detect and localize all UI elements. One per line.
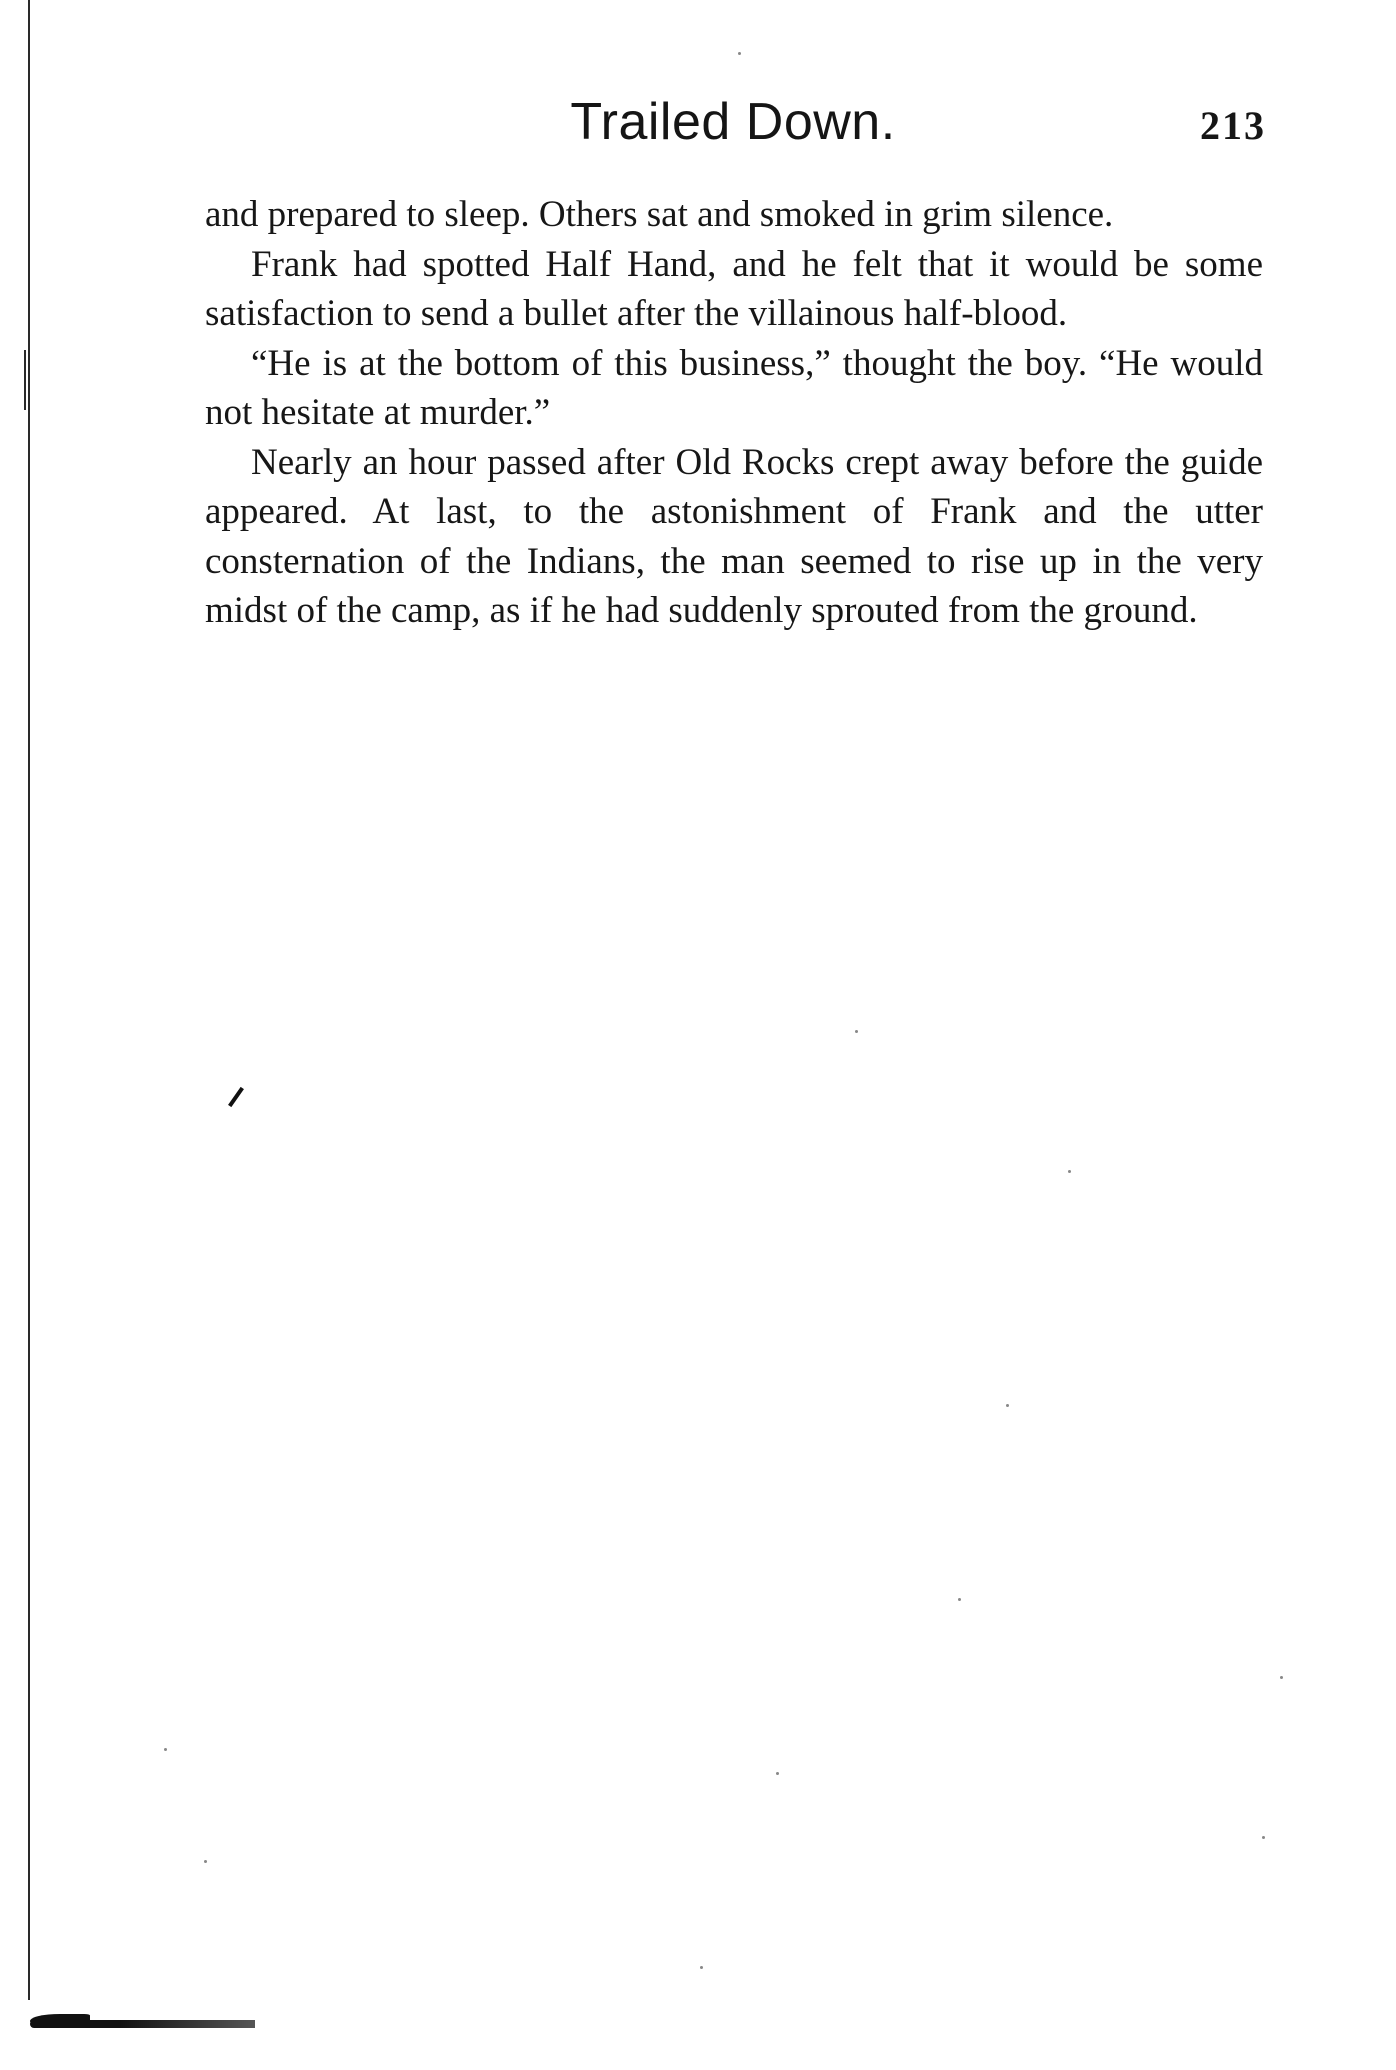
- page-header: [200, 92, 1266, 162]
- binding-ink-smudge: [30, 2020, 255, 2028]
- paragraph: “He is at the bottom of this business,” thought the boy. “He would not hesitate at murder.”: [205, 342, 1263, 433]
- binding-edge-line: [28, 0, 30, 2000]
- paragraph: Frank had spotted Half Hand, and he felt that it would be some satisfaction to send a bullet after the villainous half-blood.: [205, 243, 1263, 334]
- binding-edge-line-segment: [24, 350, 26, 410]
- running-head: Trailed Down.: [570, 93, 896, 151]
- stray-ink-mark: [228, 1087, 244, 1107]
- paragraph: and prepared to sleep. Others sat and smoked in grim silence.: [205, 194, 1114, 235]
- body-text: [205, 190, 1263, 636]
- page-number: 213: [1200, 103, 1266, 148]
- paragraph: Nearly an hour passed after Old Rocks crept away before the guide appeared. At last, to the astonishment of Frank and the utter consternation of the Indians, the man seemed to rise up in the very midst of the camp, as if he had suddenly sprouted from the ground.: [205, 441, 1263, 631]
